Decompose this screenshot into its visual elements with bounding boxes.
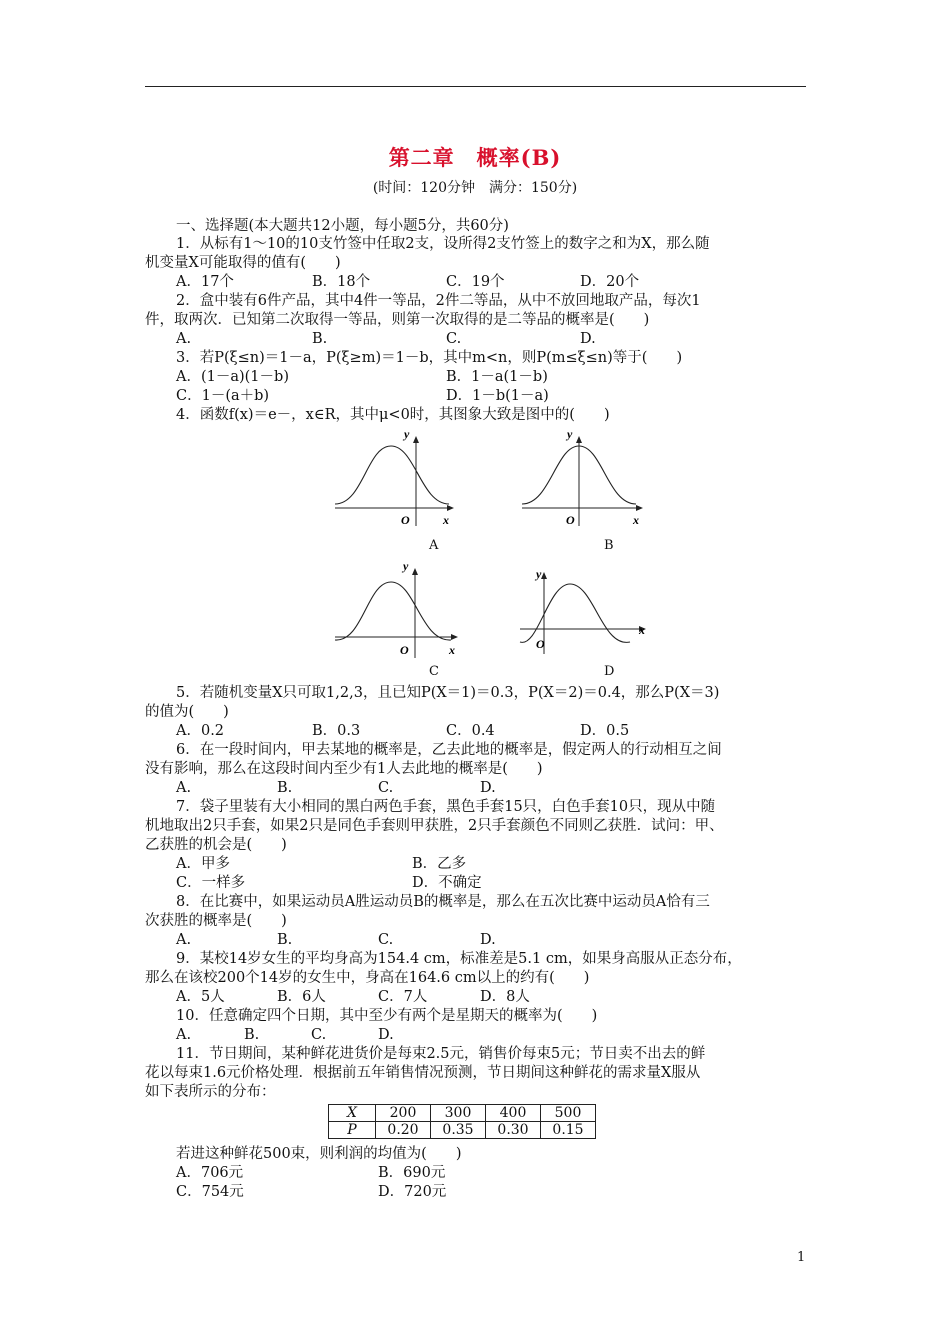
q6-option-c: C. (378, 780, 394, 796)
origin-label: O (401, 513, 410, 527)
q9-option-c: C．7人 (378, 989, 428, 1005)
q3-option-b: B．1－a(1－b) (446, 369, 548, 385)
table-cell: 200 (376, 1105, 431, 1122)
graph-label-c: C (429, 664, 439, 679)
q7-line-3: 乙获胜的机会是( ) (145, 837, 287, 853)
q10-option-c: C. (311, 1027, 327, 1043)
q8-option-b: B. (277, 932, 293, 948)
q11-option-a: A．706元 (176, 1165, 244, 1181)
q8-line-1: 8．在比赛中，如果运动员A胜运动员B的概率是，那么在五次比赛中运动员A恰有三 (176, 894, 710, 910)
table-cell: 0.30 (486, 1122, 541, 1139)
x-axis-arrow-icon (451, 634, 458, 640)
y-axis-arrow-icon (413, 436, 419, 443)
graph-label-d: D (604, 664, 615, 679)
q5-line-2: 的值为( ) (145, 704, 229, 720)
exam-info: (时间：120分钟 满分：150分) (372, 180, 578, 196)
section-heading: 一、选择题(本大题共12小题，每小题5分，共60分) (176, 218, 509, 234)
q9-option-a: A．5人 (176, 989, 225, 1005)
q5-line-1: 5．若随机变量X只可取1,2,3，且已知P(X＝1)＝0.3，P(X＝2)＝0.4，那么P(X＝3) (176, 685, 720, 701)
q7-option-c: C．一样多 (176, 875, 246, 891)
q2-option-b: B. (312, 331, 328, 347)
q7-option-a: A．甲多 (176, 856, 230, 872)
q11-followup: 若进这种鲜花500束，则利润的均值为( ) (176, 1146, 462, 1162)
q6-option-d: D. (480, 780, 496, 796)
x-axis-label: x (639, 623, 645, 637)
q7-line-1: 7．袋子里装有大小相同的黑白两色手套，黑色手套15只，白色手套10只，现从中随 (176, 799, 716, 815)
x-axis-label: x (633, 513, 639, 527)
x-axis-label: x (443, 513, 449, 527)
origin-label: O (536, 637, 545, 651)
table-cell: 0.20 (376, 1122, 431, 1139)
q2-line-2: 件，取两次．已知第二次取得一等品，则第一次取得的是二等品的概率是( ) (145, 312, 650, 328)
q1-option-d: D．20个 (580, 274, 640, 290)
q1-line-1: 1．从标有1～10的10支竹签中任取2支，设所得2支竹签上的数字之和为X，那么随 (176, 236, 710, 252)
y-axis-arrow-icon (412, 568, 418, 575)
x-axis-arrow-icon (636, 505, 643, 511)
origin-label: O (566, 513, 575, 527)
distribution-table (328, 1104, 596, 1139)
table-cell: 400 (486, 1105, 541, 1122)
graph-label-a: A (429, 538, 439, 553)
y-axis-label: y (536, 567, 542, 581)
y-axis-arrow-icon (576, 436, 582, 443)
q11-option-b: B．690元 (378, 1165, 446, 1181)
graph-a (333, 430, 458, 530)
q7-line-2: 机地取出2只手套，如果2只是同色手套则甲获胜，2只手套颜色不同则乙获胜．试问：甲、 (145, 818, 724, 834)
table-cell: 0.35 (431, 1122, 486, 1139)
table-cell: X (329, 1105, 376, 1122)
q5-option-d: D．0.5 (580, 723, 630, 739)
q8-option-a: A. (176, 932, 192, 948)
q5-option-a: A．0.2 (176, 723, 225, 739)
q11-line-2: 花以每束1.6元价格处理．根据前五年销售情况预测，节日期间这种鲜花的需求量X服从 (145, 1065, 701, 1081)
q3-line-1: 3．若P(ξ≤n)＝1－a，P(ξ≥m)＝1－b，其中m<n，则P(m≤ξ≤n)等于( ) (176, 350, 683, 366)
table-cell: P (329, 1122, 376, 1139)
q8-option-d: D. (480, 932, 496, 948)
y-axis-label: y (404, 430, 410, 441)
q10-option-d: D. (378, 1027, 394, 1043)
page-number: 1 (797, 1250, 806, 1265)
table-cell: 300 (431, 1105, 486, 1122)
origin-label: O (400, 643, 409, 657)
q6-line-1: 6．在一段时间内，甲去某地的概率是，乙去此地的概率是，假定两人的行动相互之间 (176, 742, 722, 758)
q9-line-2: 那么在该校200个14岁的女生中，身高在164.6 cm以上的约有( ) (145, 970, 590, 986)
table-cell: 0.15 (541, 1122, 596, 1139)
q6-line-2: 没有影响，那么在这段时间内至少有1人去此地的概率是( ) (145, 761, 543, 777)
q8-option-c: C. (378, 932, 394, 948)
q3-option-c: C．1－(a＋b) (176, 388, 270, 404)
q11-option-c: C．754元 (176, 1184, 244, 1200)
q2-line-1: 2．盒中装有6件产品，其中4件一等品，2件二等品，从中不放回地取产品，每次1 (176, 293, 701, 309)
q6-option-a: A. (176, 780, 192, 796)
q7-option-b: B．乙多 (412, 856, 467, 872)
q10-line-1: 10．任意确定四个日期，其中至少有两个是星期天的概率为( ) (176, 1008, 598, 1024)
q2-option-a: A. (176, 331, 192, 347)
x-axis-arrow-icon (447, 505, 454, 511)
bell-curve (335, 446, 449, 504)
q1-option-c: C．19个 (446, 274, 505, 290)
q9-option-d: D．8人 (480, 989, 530, 1005)
page-title: 第二章 概率(B) (388, 145, 562, 170)
q6-option-b: B. (277, 780, 293, 796)
table-cell: 500 (541, 1105, 596, 1122)
q9-line-1: 9．某校14岁女生的平均身高为154.4 cm，标准差是5.1 cm，如果身高服从正态分布， (176, 951, 742, 967)
q10-option-b: B. (244, 1027, 260, 1043)
q11-line-1: 11．节日期间，某种鲜花进货价是每束2.5元，销售价每束5元；节日卖不出去的鲜 (176, 1046, 706, 1062)
y-axis-arrow-icon (541, 572, 547, 579)
q11-option-d: D．720元 (378, 1184, 447, 1200)
q2-option-c: C. (446, 331, 462, 347)
graph-d (518, 566, 653, 661)
q2-option-d: D. (580, 331, 596, 347)
q7-option-d: D．不确定 (412, 875, 482, 891)
q1-option-a: A．17个 (176, 274, 234, 290)
q9-option-b: B．6人 (277, 989, 326, 1005)
table-row (329, 1105, 596, 1122)
bell-curve (335, 582, 451, 640)
q11-line-3: 如下表所示的分布： (145, 1084, 276, 1100)
q8-line-2: 次获胜的概率是( ) (145, 913, 287, 929)
y-axis-label: y (403, 562, 409, 573)
q3-option-a: A．(1－a)(1－b) (176, 369, 289, 385)
q10-option-a: A. (176, 1027, 192, 1043)
q3-option-d: D．1－b(1－a) (446, 388, 549, 404)
graph-b (520, 430, 648, 530)
q5-option-c: C．0.4 (446, 723, 495, 739)
y-axis-label: y (567, 430, 573, 441)
bell-curve (520, 584, 630, 642)
x-axis-label: x (449, 643, 455, 657)
header-rule (145, 86, 806, 87)
graph-c (333, 562, 463, 662)
q4-line-1: 4．函数f(x)＝e－，x∈R，其中μ<0时，其图象大致是图中的( ) (176, 407, 610, 423)
table-row (329, 1122, 596, 1139)
q5-option-b: B．0.3 (312, 723, 361, 739)
q1-option-b: B．18个 (312, 274, 371, 290)
q1-line-2: 机变量X可能取得的值有( ) (145, 255, 341, 271)
graph-label-b: B (604, 538, 614, 553)
